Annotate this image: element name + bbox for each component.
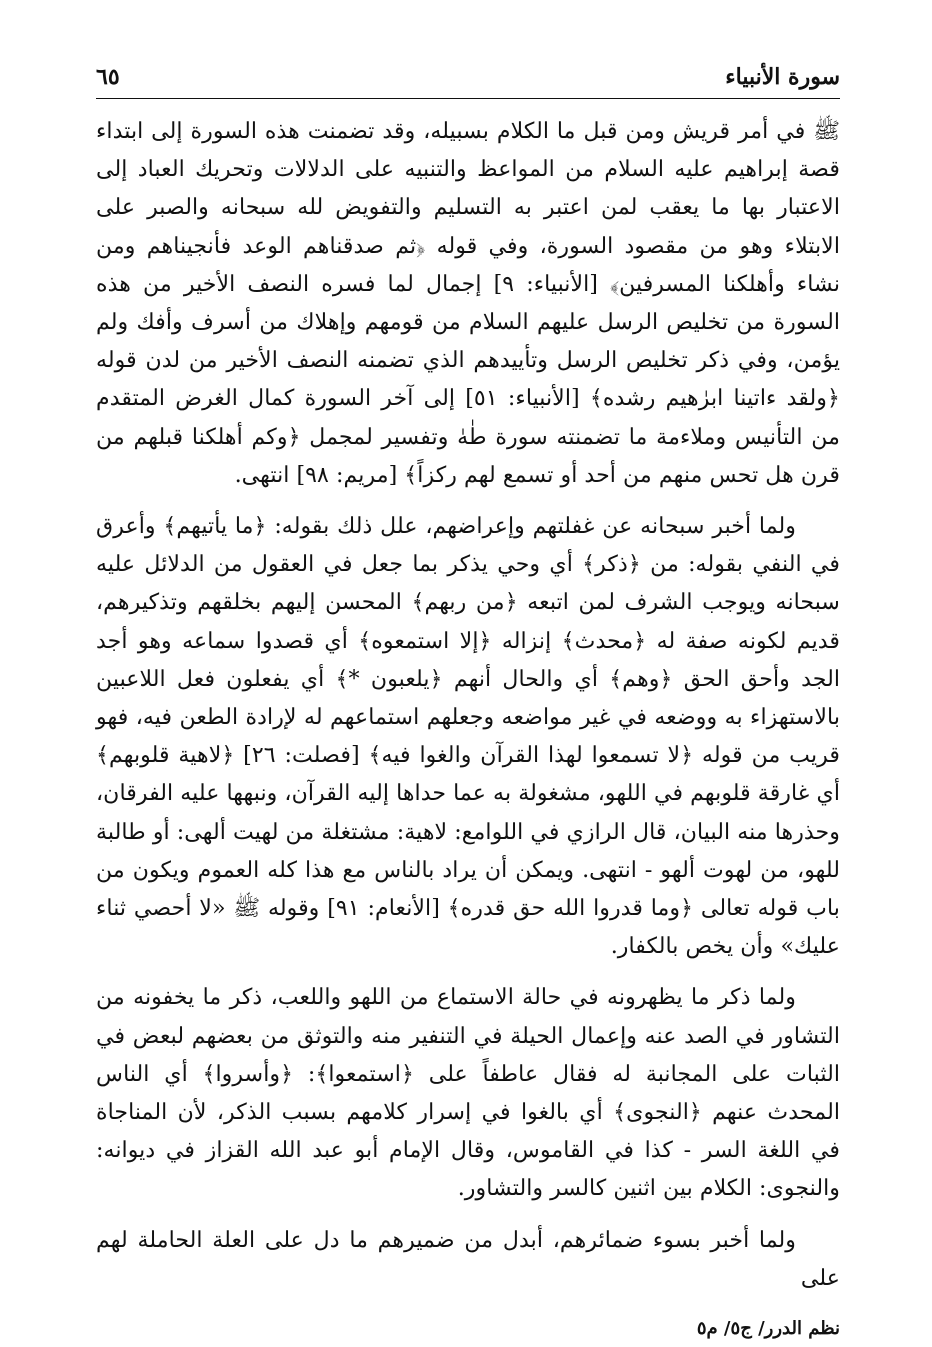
signature-mark: نظم الدرر/ ج٥/ م٥	[696, 1318, 840, 1339]
page-number: ٦٥	[96, 64, 120, 90]
paragraph-1: ﷺ في أمر قريش ومن قبل ما الكلام بسبيله، وقد تضمنت هذه السورة إلى ابتداء قصة إبراهيم عليه السلام من المواعظ والتنبيه على الدلالات وتحريك العباد إلى الاعتبار بها ما يعقب لمن اعتبر به التسليم والتفويض لله سبحانه والصبر على الابتلاء وهو من مقصود السورة، وفي قوله ﴿ثم صدقناهم الوعد فأنجيناهم ومن نشاء وأهلكنا المسرفين﴾ [الأنبياء: ٩] إجمال لما فسره النصف الأخير من هذه السورة من تخليص الرسل عليهم السلام من قومهم وإهلاك من أسرف وأفك ولم يؤمن، وفي ذكر تخليص الرسل وتأييدهم الذي تضمنه النصف الأخير من لدن قوله ﴿ولقد ءاتينا ابرٰهيم رشده﴾ [الأنبياء: ٥١] إلى آخر السورة كمال الغرض المتقدم من التأنيس وملاءمة ما تضمنته سورة طٰهٰ وتفسير لمجمل ﴿وكم أهلكنا قبلهم من قرن هل تحس منهم من أحد أو تسمع لهم ركزاً﴾ [مريم: ٩٨] انتهى.	[96, 118, 840, 488]
paragraph-4: ولما أخبر بسوء ضمائرهم، أبدل من ضميرهم ما دل على العلة الحاملة لهم على	[96, 1226, 840, 1291]
header-rule	[96, 98, 840, 99]
running-header	[96, 58, 840, 98]
paragraph-2: ولما أخبر سبحانه عن غفلتهم وإعراضهم، علل ذلك بقوله: ﴿ما يأتيهم﴾ وأعرق في النفي بقوله: من ﴿ذكر﴾ أي وحي يذكر بما جعل في العقول من الدلائل عليه سبحانه ويوجب الشرف لمن اتبعه ﴿من ربهم﴾ المحسن إليهم بخلقهم وتذكيرهم، قديم لكونه صفة له ﴿محدث﴾ إنزاله ﴿إلا استمعوه﴾ أي قصدوا سماعه وهو أجد الجد وأحق الحق ﴿وهم﴾ أي والحال أنهم ﴿يلعبون *﴾ أي يفعلون فعل اللاعبين بالاستهزاء به ووضعه في غير مواضعه وجعلهم استماعهم له لإرادة الطعن فيه، فهو قريب من قوله ﴿لا تسمعوا لهذا القرآن والغوا فيه﴾ [فصلت: ٢٦] ﴿لاهية قلوبهم﴾ أي غارقة قلوبهم في اللهو، مشغولة به عما حداها إليه القرآن، ونبهها عليه الفرقان، وحذرها منه البيان، قال الرازي في اللوامع: لاهية: مشتغلة من لهيت ألهى: أو طالبة للهو، من لهوت ألهو - انتهى. ويمكن أن يراد بالناس مع هذا كله العموم ويكون من باب قوله تعالى ﴿وما قدروا الله حق قدره﴾ [الأنعام: ٩١] وقوله ﷺ «لا أحصي ثناء عليك» وأن يخص بالكفار.	[96, 513, 840, 960]
paragraph-3: ولما ذكر ما يظهرونه في حالة الاستماع من اللهو واللعب، ذكر ما يخفونه من التشاور في الصد عنه وإعمال الحيلة في التنفير منه والتوثق من بعضهم لبعض في الثبات على المجانبة له فقال عاطفاً على ﴿استمعوا﴾: ﴿وأسروا﴾ أي الناس المحدث عنهم ﴿النجوى﴾ أي بالغوا في إسرار كلامهم بسبب الذكر، لأن المناجاة في اللغة السر - كذا في القاموس، وقال الإمام أبو عبد الله القزاز في ديوانه: والنجوى: الكلام بين اثنين كالسر والتشاور.	[96, 984, 840, 1202]
chapter-title: سورة الأنبياء	[725, 64, 840, 90]
page-body	[96, 112, 840, 1297]
